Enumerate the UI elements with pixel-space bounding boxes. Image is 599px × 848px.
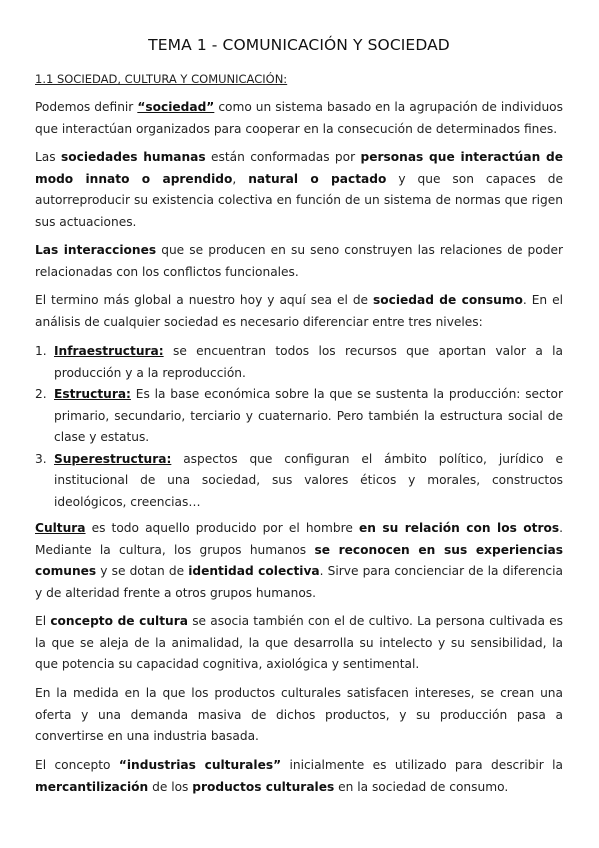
paragraph-sociedad — [35, 97, 563, 140]
p2-text-c: están conformadas por — [205, 150, 361, 164]
paragraph-industrias-culturales — [35, 755, 563, 798]
p3-term-interacciones: Las interacciones — [35, 243, 157, 257]
level-term: Superestructura: — [54, 451, 172, 466]
list-number: 2. — [35, 387, 47, 401]
level-text: se encuentran todos los recursos que aportan valor a la producción y a la reproducción. — [54, 344, 563, 380]
p6-term-concepto: concepto de cultura — [50, 614, 188, 628]
p1-text-c: como un sistema basado en la agrupación de individuos que interactúan organizados para cooperar en la consecución de determinados fines. — [35, 100, 563, 136]
p8-term-mercantilizacion: mercantilización — [35, 779, 149, 794]
p2-text-a: Las — [35, 150, 61, 164]
p2-term-personas: personas que interactúan de modo innato o aprendido — [35, 150, 563, 186]
paragraph-sociedades-humanas — [35, 147, 563, 233]
p5-text-f: y se dotan de — [96, 564, 189, 578]
p2-term-sociedades-humanas: sociedades humanas — [60, 150, 206, 164]
p2-text-e: , — [232, 171, 249, 186]
p5-term-relacion: en su relación con los otros — [358, 521, 560, 535]
p5-term-identidad: identidad colectiva — [188, 564, 320, 578]
p5-text-h: . Sirve para concienciar de la diferencia y de alteridad frente a otros grupos humanos. — [35, 564, 563, 600]
p3-text-b: que se producen en su seno construyen las relaciones de poder relacionadas con los conflictos funcionales. — [35, 243, 563, 279]
list-item-estructura — [35, 384, 563, 449]
list-number: 3. — [35, 451, 47, 466]
p8-text-g: en la sociedad de consumo. — [334, 779, 509, 794]
paragraph-productos-culturales — [35, 683, 563, 748]
document-title: TEMA 1 - COMUNICACIÓN Y SOCIEDAD — [148, 36, 450, 54]
levels-list — [35, 341, 563, 513]
paragraph-sociedad-consumo — [35, 290, 563, 333]
p4-text-a: El termino más global a nuestro hoy y aquí sea el de — [35, 293, 374, 307]
list-item-infraestructura — [35, 341, 563, 384]
section-heading: 1.1 SOCIEDAD, CULTURA Y COMUNICACIÓN: — [35, 72, 288, 86]
p5-text-d: . Mediante la cultura, los grupos humanos — [35, 521, 563, 557]
p8-text-a: El concepto — [35, 758, 119, 772]
paragraph-cultura — [35, 518, 563, 604]
paragraph-concepto-cultura — [35, 611, 563, 676]
p8-term-industrias: “industrias culturales” — [118, 758, 282, 772]
level-term: Estructura: — [54, 387, 131, 401]
p4-term-consumo: sociedad de consumo — [373, 293, 523, 307]
p1-text-a: Podemos definir — [35, 100, 138, 114]
p2-text-g: y que son capaces de autorreproducir su existencia colectiva en función de un sistema de normas que rigen sus actuaciones. — [35, 171, 564, 229]
p5-text-b: es todo aquello producido por el hombre — [85, 521, 359, 535]
list-item-superestructura — [35, 449, 563, 514]
p5-term-cultura: Cultura — [35, 521, 86, 535]
level-text: Es la base económica sobre la que se sustenta la producción: sector primario, secundario, terciario y cuaternario. Pero también la estructura social de clase y estatus. — [54, 387, 563, 444]
p2-term-natural: natural o pactado — [248, 171, 387, 186]
p7-text-a: En la medida en la que los productos culturales satisfacen intereses, se crean una oferta y una demanda masiva de dichos productos, y su producción pasa a convertirse en una industria basada. — [35, 686, 563, 743]
p8-term-productos: productos culturales — [192, 779, 335, 794]
p6-text-a: El — [35, 614, 51, 628]
level-term: Infraestructura: — [54, 344, 164, 358]
p6-text-c: se asocia también con el de cultivo. La persona cultivada es la que se aleja de la animalidad, la que desarrolla su intelecto y su sensibilidad, la que potencia su capacidad cognitiva, axiológica y sentimental. — [35, 614, 564, 671]
p4-text-c: . En el análisis de cualquier sociedad es necesario diferenciar entre tres niveles: — [35, 293, 563, 329]
p1-term-sociedad: “sociedad” — [137, 100, 215, 114]
p8-text-c: inicialmente es utilizado para describir la — [281, 758, 563, 772]
p5-term-reconocen: se reconocen en sus experiencias comunes — [35, 542, 563, 578]
level-text: aspectos que configuran el ámbito político, jurídico e institucional de una sociedad, sus valores éticos y morales, constructos ideológicos, creencias… — [54, 451, 563, 509]
p8-text-e: de los — [148, 779, 193, 794]
list-number: 1. — [35, 344, 47, 358]
paragraph-interacciones — [35, 240, 563, 283]
